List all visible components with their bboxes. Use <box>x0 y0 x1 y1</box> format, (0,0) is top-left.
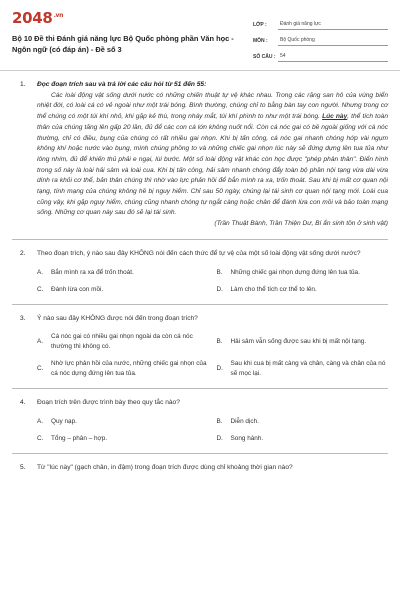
question-4 <box>0 398 400 444</box>
question-text: Đoạn trích trên được trình bày theo quy tắc nào? <box>37 399 180 407</box>
meta-key: MÔN : <box>253 38 268 44</box>
question-number: 5. <box>20 463 26 471</box>
passage-text <box>37 91 388 219</box>
option-letter: A. <box>37 417 44 425</box>
option-letter: C. <box>37 285 44 293</box>
logo-suffix: .vn <box>53 12 64 19</box>
meta-value: Đánh giá năng lực <box>278 21 388 30</box>
meta-key: SỐ CÂU : <box>253 54 276 60</box>
option-text: Song hành. <box>230 434 264 442</box>
meta-key: LỚP : <box>253 22 267 28</box>
question-text: Từ "lúc này" (gạch chân, in đậm) trong đoạn trích được dùng chỉ khoảng thời gian nào? <box>37 463 293 471</box>
meta-value: 54 <box>278 53 388 62</box>
passage-text-before: Các loài động vật sống dưới nước có những chiến thuật tự vệ khác nhau. Trong các rặng san hô của vùng biển nhiệt đới, có loài cá có vẻ ngoài như một trái bóng. Bình thường, chúng chỉ to bằng bàn tay con người. Nhưng trong cơ thể chúng có một túi khí nhỏ, khi gặp kẻ thù, trong nháy mắt, túi khí phình to như một trái bóng. <box>37 91 388 121</box>
option-letter: D. <box>216 365 223 373</box>
question-separator <box>12 388 388 389</box>
option-letter: C. <box>37 434 44 442</box>
answer-option-b[interactable] <box>217 332 389 352</box>
question-separator <box>12 453 388 454</box>
option-text: Hải sâm vẫn sống được sau khi bị mất nội tạng. <box>230 338 367 346</box>
option-text: Diễn dịch. <box>230 417 259 425</box>
question-text: Theo đoạn trích, ý nào sau đây KHÔNG nói đến cách thức để tự vệ của một số loài động vật sống dưới nước? <box>37 249 361 257</box>
passage-source: (Trần Thuật Bành, Trần Thiện Dư, Bí ẩn sinh tồn ở sinh vật) <box>214 220 388 228</box>
option-text: Bắn mình ra xa để trốn thoát. <box>51 268 134 276</box>
header-divider <box>0 70 400 71</box>
meta-info <box>253 14 388 62</box>
answer-option-b[interactable] <box>217 417 389 427</box>
option-letter: B. <box>216 338 223 346</box>
answer-options <box>37 268 388 295</box>
underlined-phrase: Lúc này <box>322 113 348 121</box>
option-text: Cá nóc gai có nhiều gai nhọn ngoài da còn cá nóc thường thì không có. <box>51 333 193 351</box>
passage-text-after: , thể tích toàn thân của chúng tăng lên gấp 20 lần, đủ để các con cá lớn không nuốt nổi. Còn cá nóc gai có bề ngoài giống với cá nóc thường, chỉ có điều, bụng của chúng có rất nhiều gai nhọn. Khi bị tấn công, cá nóc gai nhanh chóng hớp vài ngụm không khí hoặc nước vào bụng, mình chúng phồng to và những chiếc gai nhọn lúc này sẽ đứng dựng lên tua tủa như lông nhím, đủ để khiến thủ phải e ngại, lùi bước. Một số loài động vật khác còn học được "phép phân thân". Điển hình trong số này là loài hải sâm và loài cua. Khi bị tấn công, hải sâm nhanh chóng đẩy toàn bộ phần nội tạng vừa dài vừa dính ra khỏi cơ thể, bản thân chúng thì nhờ vào lực phản hồi để bắn mình ra xa, trốn thoát. Sau khi bị mất cơ quan nội tạng, tính mạng của chúng không hề bị nguy hiểm. Chỉ sau 50 ngày, chúng lại tái sinh cơ quan nội tạng mới. Loài cua cũng vậy, khi gặp nguy hiểm, chúng cũng nhanh chóng tự ngắt càng hoặc chân để đánh lừa con mồi và bảo toàn mạng sống. Những cơ quan này sau đó sẽ lại tái sinh. <box>37 113 388 217</box>
option-text: Làm cho thể tích cơ thể to lên. <box>230 285 317 293</box>
answer-option-c[interactable] <box>37 285 209 295</box>
question-number: 1. <box>20 81 26 88</box>
option-letter: D. <box>216 285 223 293</box>
answer-options <box>37 332 388 379</box>
answer-option-d[interactable] <box>217 434 389 444</box>
option-letter: D. <box>216 434 223 442</box>
option-letter: B. <box>216 417 223 425</box>
question-separator <box>12 304 388 305</box>
logo-text: 2048 <box>12 9 53 27</box>
option-text: Những chiếc gai nhọn dựng đứng lên tua tủa. <box>230 268 360 276</box>
option-text: Tổng – phân – hợp. <box>51 434 108 442</box>
question-number: 2. <box>20 249 26 257</box>
page-header <box>0 0 400 70</box>
page-title: Bộ 10 Đề thi Đánh giá năng lực Bộ Quốc phòng phần Văn học - Ngôn ngữ (có đáp án) - Đề số 3 <box>12 34 234 54</box>
meta-row-class <box>253 14 388 30</box>
answer-option-b[interactable] <box>217 268 389 278</box>
exam-content <box>0 80 400 474</box>
option-text: Nhờ lực phản hồi của nước, những chiếc gai nhọn của cá nóc dựng đứng lên tua tủa. <box>51 360 207 378</box>
answer-options <box>37 417 388 444</box>
answer-option-a[interactable] <box>37 268 209 278</box>
option-text: Đánh lừa con mồi. <box>51 285 104 293</box>
site-logo[interactable] <box>12 9 63 27</box>
option-letter: A. <box>37 338 44 346</box>
question-number: 4. <box>20 399 26 407</box>
answer-option-a[interactable] <box>37 417 209 427</box>
passage-intro: Đọc đoạn trích sau và trả lời các câu hỏi từ 51 đến 55: <box>37 81 207 88</box>
option-letter: B. <box>216 268 223 276</box>
option-letter: A. <box>37 268 44 276</box>
meta-value: Bộ Quốc phòng <box>278 37 388 46</box>
answer-option-a[interactable] <box>37 332 209 352</box>
option-text: Quy nạp. <box>51 417 77 425</box>
question-2 <box>0 249 400 295</box>
question-text: Ý nào sau đây KHÔNG được nói đến trong đoạn trích? <box>37 314 198 322</box>
meta-row-subject <box>253 30 388 46</box>
option-letter: C. <box>37 365 44 373</box>
answer-option-d[interactable] <box>217 359 389 379</box>
answer-option-c[interactable] <box>37 434 209 444</box>
option-text: Sau khi cua bị mất càng và chân, càng và chân của nó sẽ mọc lại. <box>230 360 386 378</box>
question-number: 3. <box>20 314 26 322</box>
question-5 <box>0 463 400 474</box>
answer-option-c[interactable] <box>37 359 209 379</box>
answer-option-d[interactable] <box>217 285 389 295</box>
passage-block <box>0 80 400 230</box>
meta-row-count <box>253 46 388 62</box>
question-3 <box>0 314 400 380</box>
question-separator <box>12 239 388 240</box>
